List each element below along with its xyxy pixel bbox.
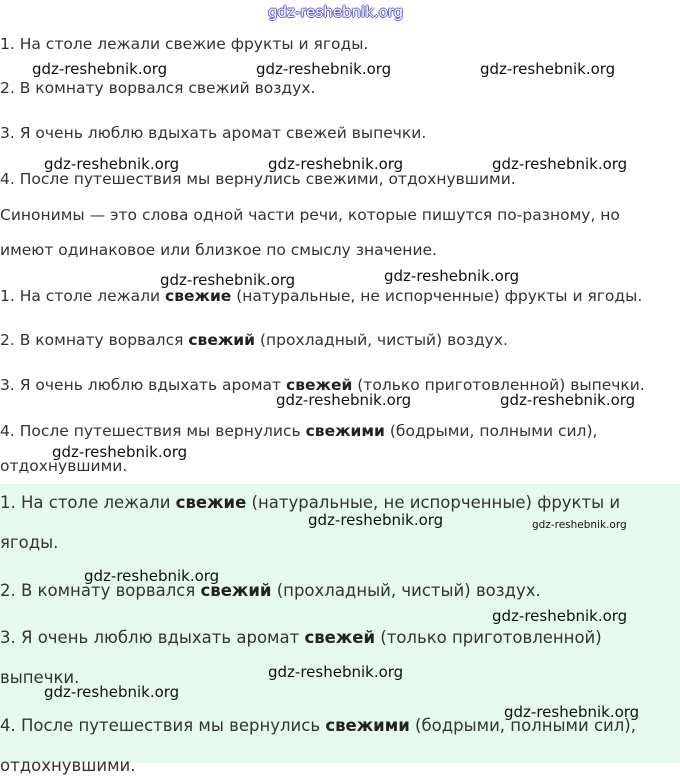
watermark: gdz-reshebnik.org <box>32 60 168 78</box>
keyword: свежими <box>305 422 385 440</box>
watermark: gdz-reshebnik.org <box>268 155 404 173</box>
keyword: свежими <box>325 716 410 735</box>
plain-sentence-1: 1. На столе лежали свежие фрукты и ягоды. <box>0 35 369 53</box>
watermark: gdz-reshebnik.org <box>44 155 180 173</box>
synonym-definition-line-2: имеют одинаковое или близкое по смыслу значение. <box>0 241 437 259</box>
watermark: gdz-reshebnik.org <box>480 60 616 78</box>
watermark: gdz-reshebnik.org <box>504 703 640 721</box>
plain-sentence-3: 3. Я очень люблю вдыхать аромат свежей выпечки. <box>0 124 427 142</box>
answer-sentence-4-cont: отдохнувшими. <box>0 756 136 775</box>
watermark: gdz-reshebnik.org <box>44 683 180 701</box>
answer-sentence-1-cont: ягоды. <box>0 533 59 552</box>
annotated-sentence-1: 1. На столе лежали свежие (натуральные, не испорченные) фрукты и ягоды. <box>0 287 643 305</box>
answer-sentence-3-cont: выпечки. <box>0 668 80 687</box>
answer-sentence-1: 1. На столе лежали свежие (натуральные, не испорченные) фрукты и <box>0 493 621 512</box>
answer-sentence-4: 4. После путешествия мы вернулись свежими (бодрыми, полными сил), <box>0 716 636 735</box>
watermark: gdz-reshebnik.org <box>84 567 220 585</box>
watermark: gdz-reshebnik.org <box>268 663 404 681</box>
answer-sentence-3: 3. Я очень люблю вдыхать аромат свежей (только приготовленной) <box>0 628 602 647</box>
annotated-sentence-4: 4. После путешествия мы вернулись свежими (бодрыми, полными сил), <box>0 422 598 440</box>
plain-sentence-2: 2. В комнату ворвался свежий воздух. <box>0 79 316 97</box>
keyword: свежий <box>188 331 256 349</box>
keyword: свежие <box>165 287 232 305</box>
answer-sentence-2: 2. В комнату ворвался свежий (прохладный, чистый) воздух. <box>0 581 541 600</box>
annotated-sentence-4-cont: отдохнувшими. <box>0 457 128 475</box>
watermark: gdz-reshebnik.org <box>532 519 627 531</box>
watermark: gdz-reshebnik.org <box>500 391 636 409</box>
annotated-sentence-2: 2. В комнату ворвался свежий (прохладный, чистый) воздух. <box>0 331 508 349</box>
keyword: свежей <box>304 628 376 647</box>
watermark: gdz-reshebnik.org <box>492 155 628 173</box>
watermark: gdz-reshebnik.org <box>384 267 520 285</box>
watermark: gdz-reshebnik.org <box>276 391 412 409</box>
watermark: gdz-reshebnik.org <box>256 60 392 78</box>
keyword: свежий <box>200 581 272 600</box>
watermark: gdz-reshebnik.org <box>160 271 296 289</box>
plain-sentence-4: 4. После путешествия мы вернулись свежими, отдохнувшими. <box>0 170 516 188</box>
watermark: gdz-reshebnik.org <box>52 443 188 461</box>
watermark: gdz-reshebnik.org <box>492 607 628 625</box>
watermark: gdz-reshebnik.org <box>308 511 444 529</box>
keyword: свежей <box>286 376 353 394</box>
annotated-sentence-3: 3. Я очень люблю вдыхать аромат свежей (только приготовленной) выпечки. <box>0 376 645 394</box>
keyword: свежие <box>175 493 247 512</box>
watermark: gdz-reshebnik.org <box>268 3 404 21</box>
synonym-definition-line-1: Синонимы — это слова одной части речи, которые пишутся по-разному, но <box>0 206 620 224</box>
